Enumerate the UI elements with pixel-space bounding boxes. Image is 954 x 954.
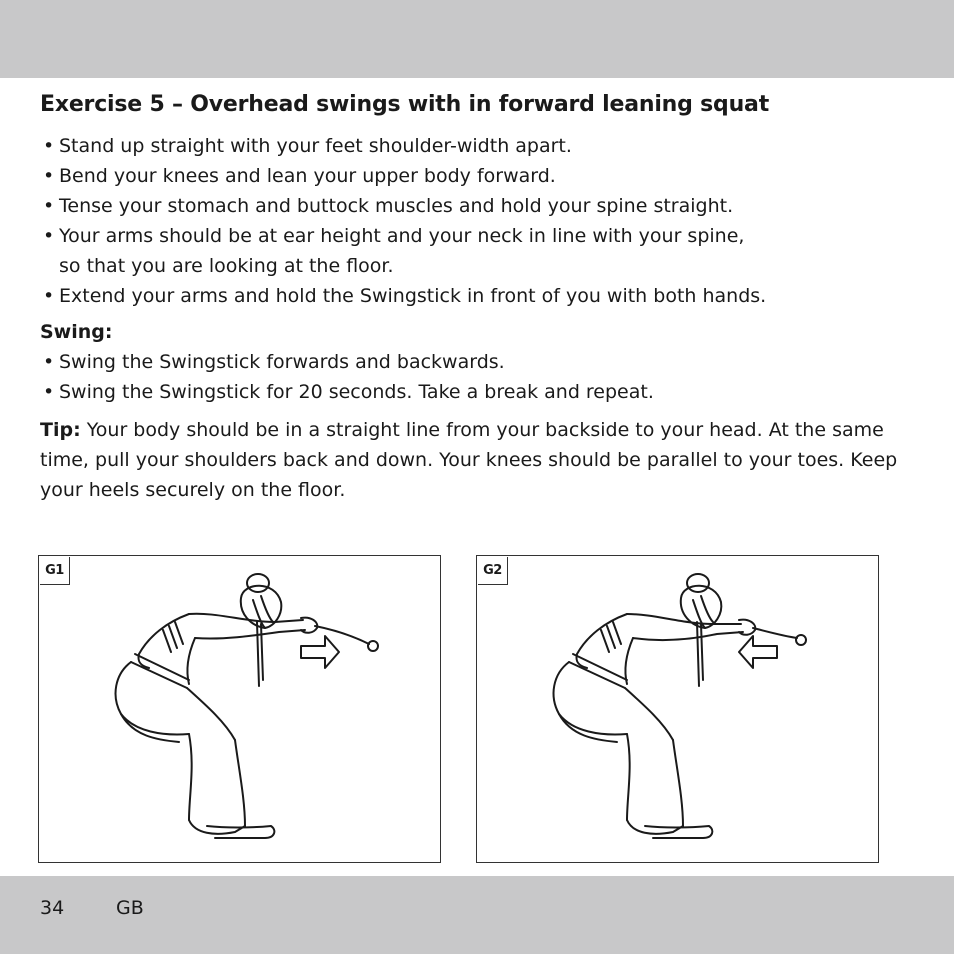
instruction-item: • Tense your stomach and buttock muscles and hold your spine straight. bbox=[40, 191, 766, 221]
instruction-item: • Extend your arms and hold the Swingstick in front of you with both hands. bbox=[40, 281, 766, 311]
instruction-list bbox=[40, 131, 766, 311]
page-number: 34 bbox=[40, 897, 65, 919]
figure-g1 bbox=[38, 555, 441, 863]
tip-label: Tip: bbox=[40, 419, 81, 441]
swing-heading: Swing: bbox=[40, 321, 113, 343]
figure-g2 bbox=[476, 555, 879, 863]
instruction-item: • Bend your knees and lean your upper body forward. bbox=[40, 161, 766, 191]
figure-label: G1 bbox=[40, 557, 70, 585]
exercise-illustration-g2 bbox=[477, 556, 880, 864]
top-band bbox=[0, 0, 954, 78]
arrow-right-icon bbox=[301, 636, 339, 668]
figure-label: G2 bbox=[478, 557, 508, 585]
swing-step: • Swing the Swingstick for 20 seconds. Take a break and repeat. bbox=[40, 377, 654, 407]
instruction-item: • Stand up straight with your feet shoulder-width apart. bbox=[40, 131, 766, 161]
exercise-illustration-g1 bbox=[39, 556, 442, 864]
swing-list bbox=[40, 347, 654, 407]
tip-text: Your body should be in a straight line from your backside to your head. At the same time, pull your shoulders back and down. Your knees should be parallel to your toes. Keep your heels securely on the floor. bbox=[40, 419, 898, 501]
language-code: GB bbox=[116, 897, 144, 919]
tip-paragraph bbox=[40, 415, 920, 505]
instruction-item: • Your arms should be at ear height and your neck in line with your spine, so that you are looking at the floor. bbox=[40, 221, 766, 281]
arrow-left-icon bbox=[739, 636, 777, 668]
swing-step: • Swing the Swingstick forwards and backwards. bbox=[40, 347, 654, 377]
exercise-title: Exercise 5 – Overhead swings with in forward leaning squat bbox=[40, 92, 770, 117]
